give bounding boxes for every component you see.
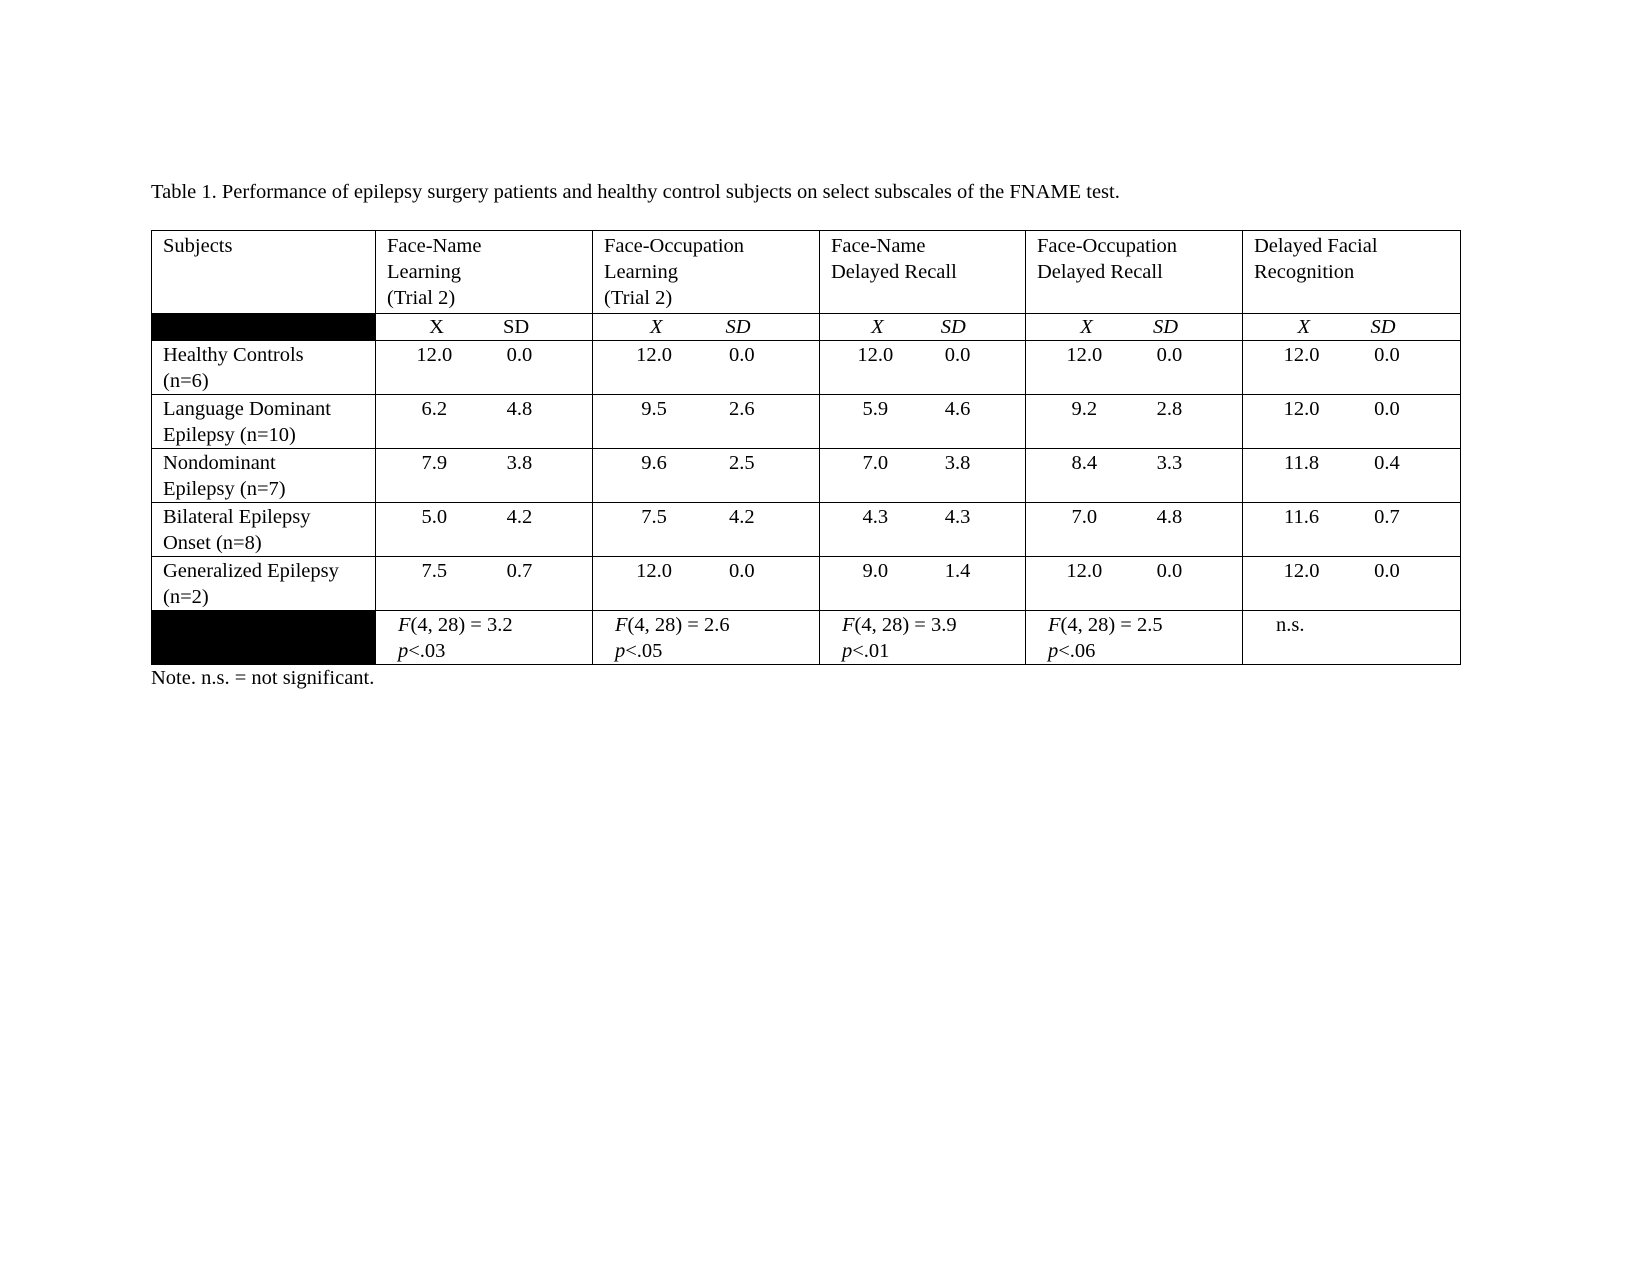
sd-value: 0.0 [944,344,971,366]
value-cell [376,341,593,395]
f-stat: F(4, 28) = 3.9 [842,614,957,636]
sd-value: 4.6 [944,398,971,420]
sd-label: SD [1370,316,1396,338]
value-cell [820,449,1026,503]
value-cell [593,395,820,449]
table-row [152,503,1461,557]
measure-header-line: (Trial 2) [604,287,673,309]
sd-value: 2.6 [729,398,755,420]
sd-value: 4.8 [506,398,533,420]
sd-value: 0.0 [1374,560,1400,582]
value-cell [1243,395,1461,449]
mean-value: 12.0 [636,344,672,366]
mean-value: 7.9 [421,452,448,474]
sd-value: 4.8 [1156,506,1183,528]
value-cell [1243,341,1461,395]
subject-line: Epilepsy (n=7) [163,478,286,500]
value-cell [593,341,820,395]
subject-line: (n=6) [163,370,209,392]
value-cell [593,449,820,503]
value-cell [1243,449,1461,503]
measure-header-line: Face-Occupation [1037,235,1178,257]
mean-value: 12.0 [1283,344,1320,366]
subjects-header: Subjects [152,231,376,314]
sd-value: 4.3 [944,506,971,528]
sd-value: 2.5 [729,452,755,474]
sd-value: 3.3 [1156,452,1183,474]
mean-label: X [650,316,663,338]
value-cell [1026,503,1243,557]
table-caption: Table 1. Performance of epilepsy surgery patients and healthy control subjects on select subscales of the FNAME test. [151,181,1120,203]
subject-line: (n=2) [163,586,209,608]
sd-value: 0.0 [729,560,755,582]
measure-header-face-occupation-learning [593,231,820,314]
p-value: p<.05 [615,640,663,662]
value-cell [1026,395,1243,449]
mean-value: 9.0 [862,560,889,582]
subject-cell [152,449,376,503]
mean-label: X [1080,316,1093,338]
subject-line: Epilepsy (n=10) [163,424,296,446]
header-row [152,231,1461,314]
sd-value: 4.2 [729,506,755,528]
measure-header-line: Recognition [1254,261,1355,283]
measure-header-face-occupation-delayed [1026,231,1243,314]
mean-value: 5.9 [862,398,889,420]
anova-row [152,611,1461,665]
sd-value: 0.7 [1374,506,1400,528]
anova-cell [593,611,820,665]
anova-cell [820,611,1026,665]
value-cell [376,503,593,557]
value-cell [593,557,820,611]
sd-label: SD [502,316,530,338]
sd-label: SD [1152,316,1179,338]
sd-value: 3.8 [506,452,533,474]
value-cell [593,503,820,557]
mean-value: 9.6 [641,452,667,474]
sd-value: 0.4 [1374,452,1400,474]
value-cell [376,557,593,611]
stat-label-cell [593,314,820,341]
p-value: p<.01 [842,640,890,662]
subject-line: Onset (n=8) [163,532,262,554]
measure-header-line: (Trial 2) [387,287,456,309]
mean-value: 9.2 [1071,398,1098,420]
sd-value: 0.0 [506,344,533,366]
measure-header-line: Face-Name [831,235,926,257]
measure-header-line: Learning [387,261,461,283]
mean-label: X [871,316,884,338]
value-cell [376,395,593,449]
sd-value: 0.0 [1374,398,1400,420]
measure-header-line: Face-Occupation [604,235,745,257]
sd-value: 3.8 [944,452,971,474]
table-row [152,395,1461,449]
subject-cell [152,557,376,611]
value-cell [820,557,1026,611]
mean-value: 11.8 [1284,452,1320,474]
mean-value: 12.0 [857,344,894,366]
table-row [152,449,1461,503]
mean-value: 12.0 [1066,344,1103,366]
value-cell [820,503,1026,557]
subject-line: Nondominant [163,452,276,474]
f-stat: F(4, 28) = 2.5 [1048,614,1163,636]
table-note: Note. n.s. = not significant. [151,667,375,689]
sd-value: 2.8 [1156,398,1183,420]
anova-cell [376,611,593,665]
mean-value: 7.0 [1071,506,1098,528]
stat-label-cell [820,314,1026,341]
stat-label-cell [1243,314,1461,341]
mean-value: 5.0 [421,506,448,528]
f-stat: F(4, 28) = 2.6 [615,614,730,636]
mean-value: 8.4 [1071,452,1098,474]
stat-label-cell [376,314,593,341]
measure-header-line: Face-Name [387,235,482,257]
anova-cell [1026,611,1243,665]
subject-cell [152,341,376,395]
value-cell [1026,449,1243,503]
mean-value: 12.0 [636,560,672,582]
mean-value: 12.0 [1283,560,1320,582]
value-cell [1243,503,1461,557]
mean-value: 12.0 [416,344,453,366]
sd-value: 0.0 [1374,344,1400,366]
sd-value: 0.7 [506,560,533,582]
sd-label: SD [940,316,966,338]
value-cell [820,395,1026,449]
subject-cell [152,503,376,557]
subject-line: Generalized Epilepsy [163,560,339,582]
table-row [152,557,1461,611]
mean-value: 4.3 [862,506,889,528]
mean-value: 11.6 [1284,506,1320,528]
subject-cell [152,395,376,449]
sd-value: 0.0 [1156,560,1183,582]
mean-value: 9.5 [641,398,667,420]
mean-value: 12.0 [1066,560,1103,582]
measure-header-line: Learning [604,261,678,283]
not-significant-label: n.s. [1276,614,1305,636]
value-cell [1026,341,1243,395]
mean-value: 7.5 [421,560,448,582]
mean-label: X [1297,316,1311,338]
sd-value: 1.4 [944,560,971,582]
subject-line: Language Dominant [163,398,331,420]
value-cell [376,449,593,503]
stat-label-row [152,314,1461,341]
value-cell [1243,557,1461,611]
anova-cell [1243,611,1461,665]
measure-header-line: Delayed Recall [1037,261,1163,283]
redaction-bar [152,314,376,341]
sd-value: 4.2 [506,506,533,528]
sd-value: 0.0 [729,344,755,366]
measure-header-line: Delayed Recall [831,261,957,283]
stat-label-cell [1026,314,1243,341]
measure-header-line: Delayed Facial [1254,235,1378,257]
f-stat: F(4, 28) = 3.2 [398,614,513,636]
value-cell [820,341,1026,395]
subject-line: Healthy Controls [163,344,304,366]
value-cell [1026,557,1243,611]
p-value: p<.06 [1048,640,1096,662]
measure-header-face-name-learning [376,231,593,314]
mean-value: 12.0 [1283,398,1320,420]
table-row [152,341,1461,395]
p-value: p<.03 [398,640,446,662]
sd-value: 0.0 [1156,344,1183,366]
measure-header-delayed-facial-recognition [1243,231,1461,314]
redaction-bar [152,611,376,665]
mean-value: 7.0 [862,452,889,474]
sd-label: SD [725,316,751,338]
mean-label: X [429,316,444,338]
mean-value: 7.5 [641,506,667,528]
fname-results-table [151,230,1461,665]
subject-line: Bilateral Epilepsy [163,506,311,528]
measure-header-face-name-delayed [820,231,1026,314]
mean-value: 6.2 [421,398,448,420]
